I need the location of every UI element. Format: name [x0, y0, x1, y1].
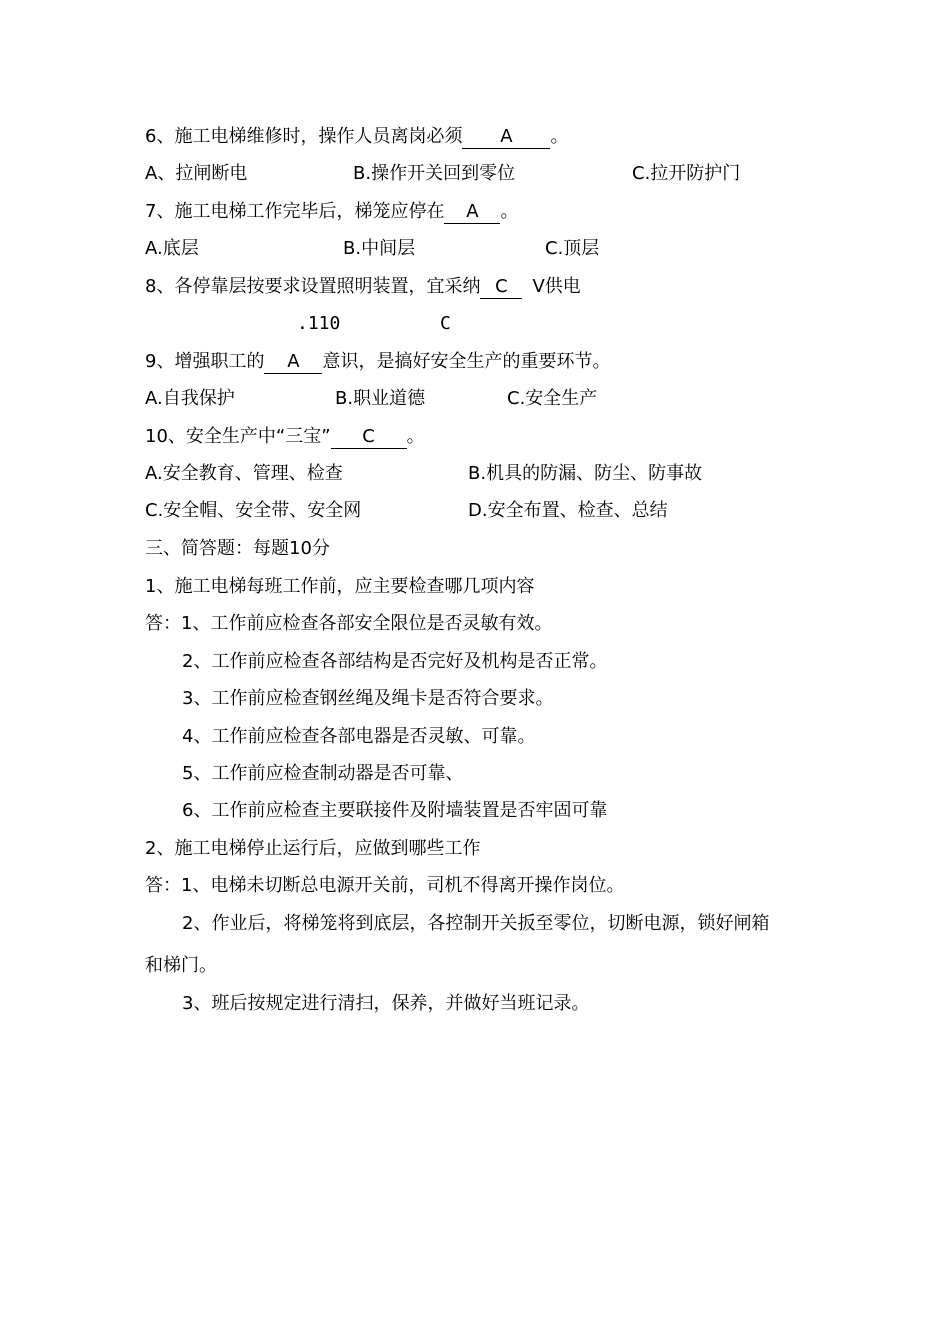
question-8-answer: C	[480, 276, 522, 299]
q7-option-c: C.顶层	[545, 238, 600, 259]
q7-option-b: B.中间层	[343, 238, 416, 259]
q10-option-c: C.安全帽、安全带、安全网	[145, 500, 362, 521]
q10-option-a: A.安全教育、管理、检查	[145, 463, 343, 484]
sq2-answer-1: 答：1、电梯未切断总电源开关前，司机不得离开操作岗位。	[145, 875, 625, 896]
short-question-2: 2、施工电梯停止运行后，应做到哪些工作	[145, 838, 481, 859]
q10-option-d: D.安全布置、检查、总结	[468, 500, 668, 521]
sq1-answer-5: 5、工作前应检查制动器是否可靠、	[182, 763, 464, 784]
question-10-text: 10、安全生产中“三宝”	[145, 426, 331, 447]
q6-option-a: A、拉闸断电	[145, 163, 248, 184]
question-10-answer: C	[331, 426, 407, 449]
question-6-text: 6、施工电梯维修时，操作人员离岗必须	[145, 126, 463, 147]
sq1-answer-6: 6、工作前应检查主要联接件及附墙装置是否牢固可靠	[182, 800, 608, 821]
question-8-text: 8、各停靠层按要求设置照明装置，宜采纳	[145, 276, 481, 297]
sq2-answer-3: 3、班后按规定进行清扫，保养，并做好当班记录。	[182, 993, 590, 1014]
section-3-title: 三、简答题：每题10分	[145, 538, 330, 559]
q6-option-b: B.操作开关回到零位	[353, 163, 516, 184]
q7-option-a: A.底层	[145, 238, 199, 259]
q9-option-b: B.职业道德	[335, 388, 426, 409]
q8-option-c: C	[440, 313, 451, 334]
sq2-answer-2: 2、作业后，将梯笼将到底层，各控制开关扳至零位，切断电源，锁好闸箱	[182, 913, 770, 934]
q9-option-c: C.安全生产	[507, 388, 598, 409]
q10-option-b: B.机具的防漏、防尘、防事故	[468, 463, 703, 484]
sq1-answer-2: 2、工作前应检查各部结构是否完好及机构是否正常。	[182, 651, 608, 672]
question-6-suffix: 。	[550, 126, 569, 147]
q9-option-a: A.自我保护	[145, 388, 235, 409]
q6-option-c: C.拉开防护门	[632, 163, 741, 184]
question-9-text: 9、增强职工的	[145, 351, 265, 372]
question-6-answer: A	[462, 126, 550, 149]
sq1-answer-4: 4、工作前应检查各部电器是否灵敏、可靠。	[182, 726, 536, 747]
question-7-text: 7、施工电梯工作完毕后，梯笼应停在	[145, 201, 445, 222]
question-8-suffix: V供电	[532, 276, 581, 297]
question-8	[145, 274, 581, 300]
question-10-suffix: 。	[406, 426, 425, 447]
question-9	[145, 349, 610, 375]
question-7-suffix: 。	[500, 201, 519, 222]
question-10	[145, 424, 425, 450]
sq2-answer-2-continued: 和梯门。	[145, 955, 217, 976]
question-9-answer: A	[264, 351, 322, 374]
question-9-suffix: 意识，是搞好安全生产的重要环节。	[322, 351, 611, 372]
short-question-1: 1、施工电梯每班工作前，应主要检查哪几项内容	[145, 576, 535, 597]
sq1-answer-1: 答：1、工作前应检查各部安全限位是否灵敏有效。	[145, 613, 553, 634]
question-6	[145, 124, 568, 150]
question-7	[145, 199, 518, 225]
sq1-answer-3: 3、工作前应检查钢丝绳及绳卡是否符合要求。	[182, 688, 554, 709]
q8-option-a: .110	[297, 313, 341, 334]
question-7-answer: A	[444, 201, 500, 224]
